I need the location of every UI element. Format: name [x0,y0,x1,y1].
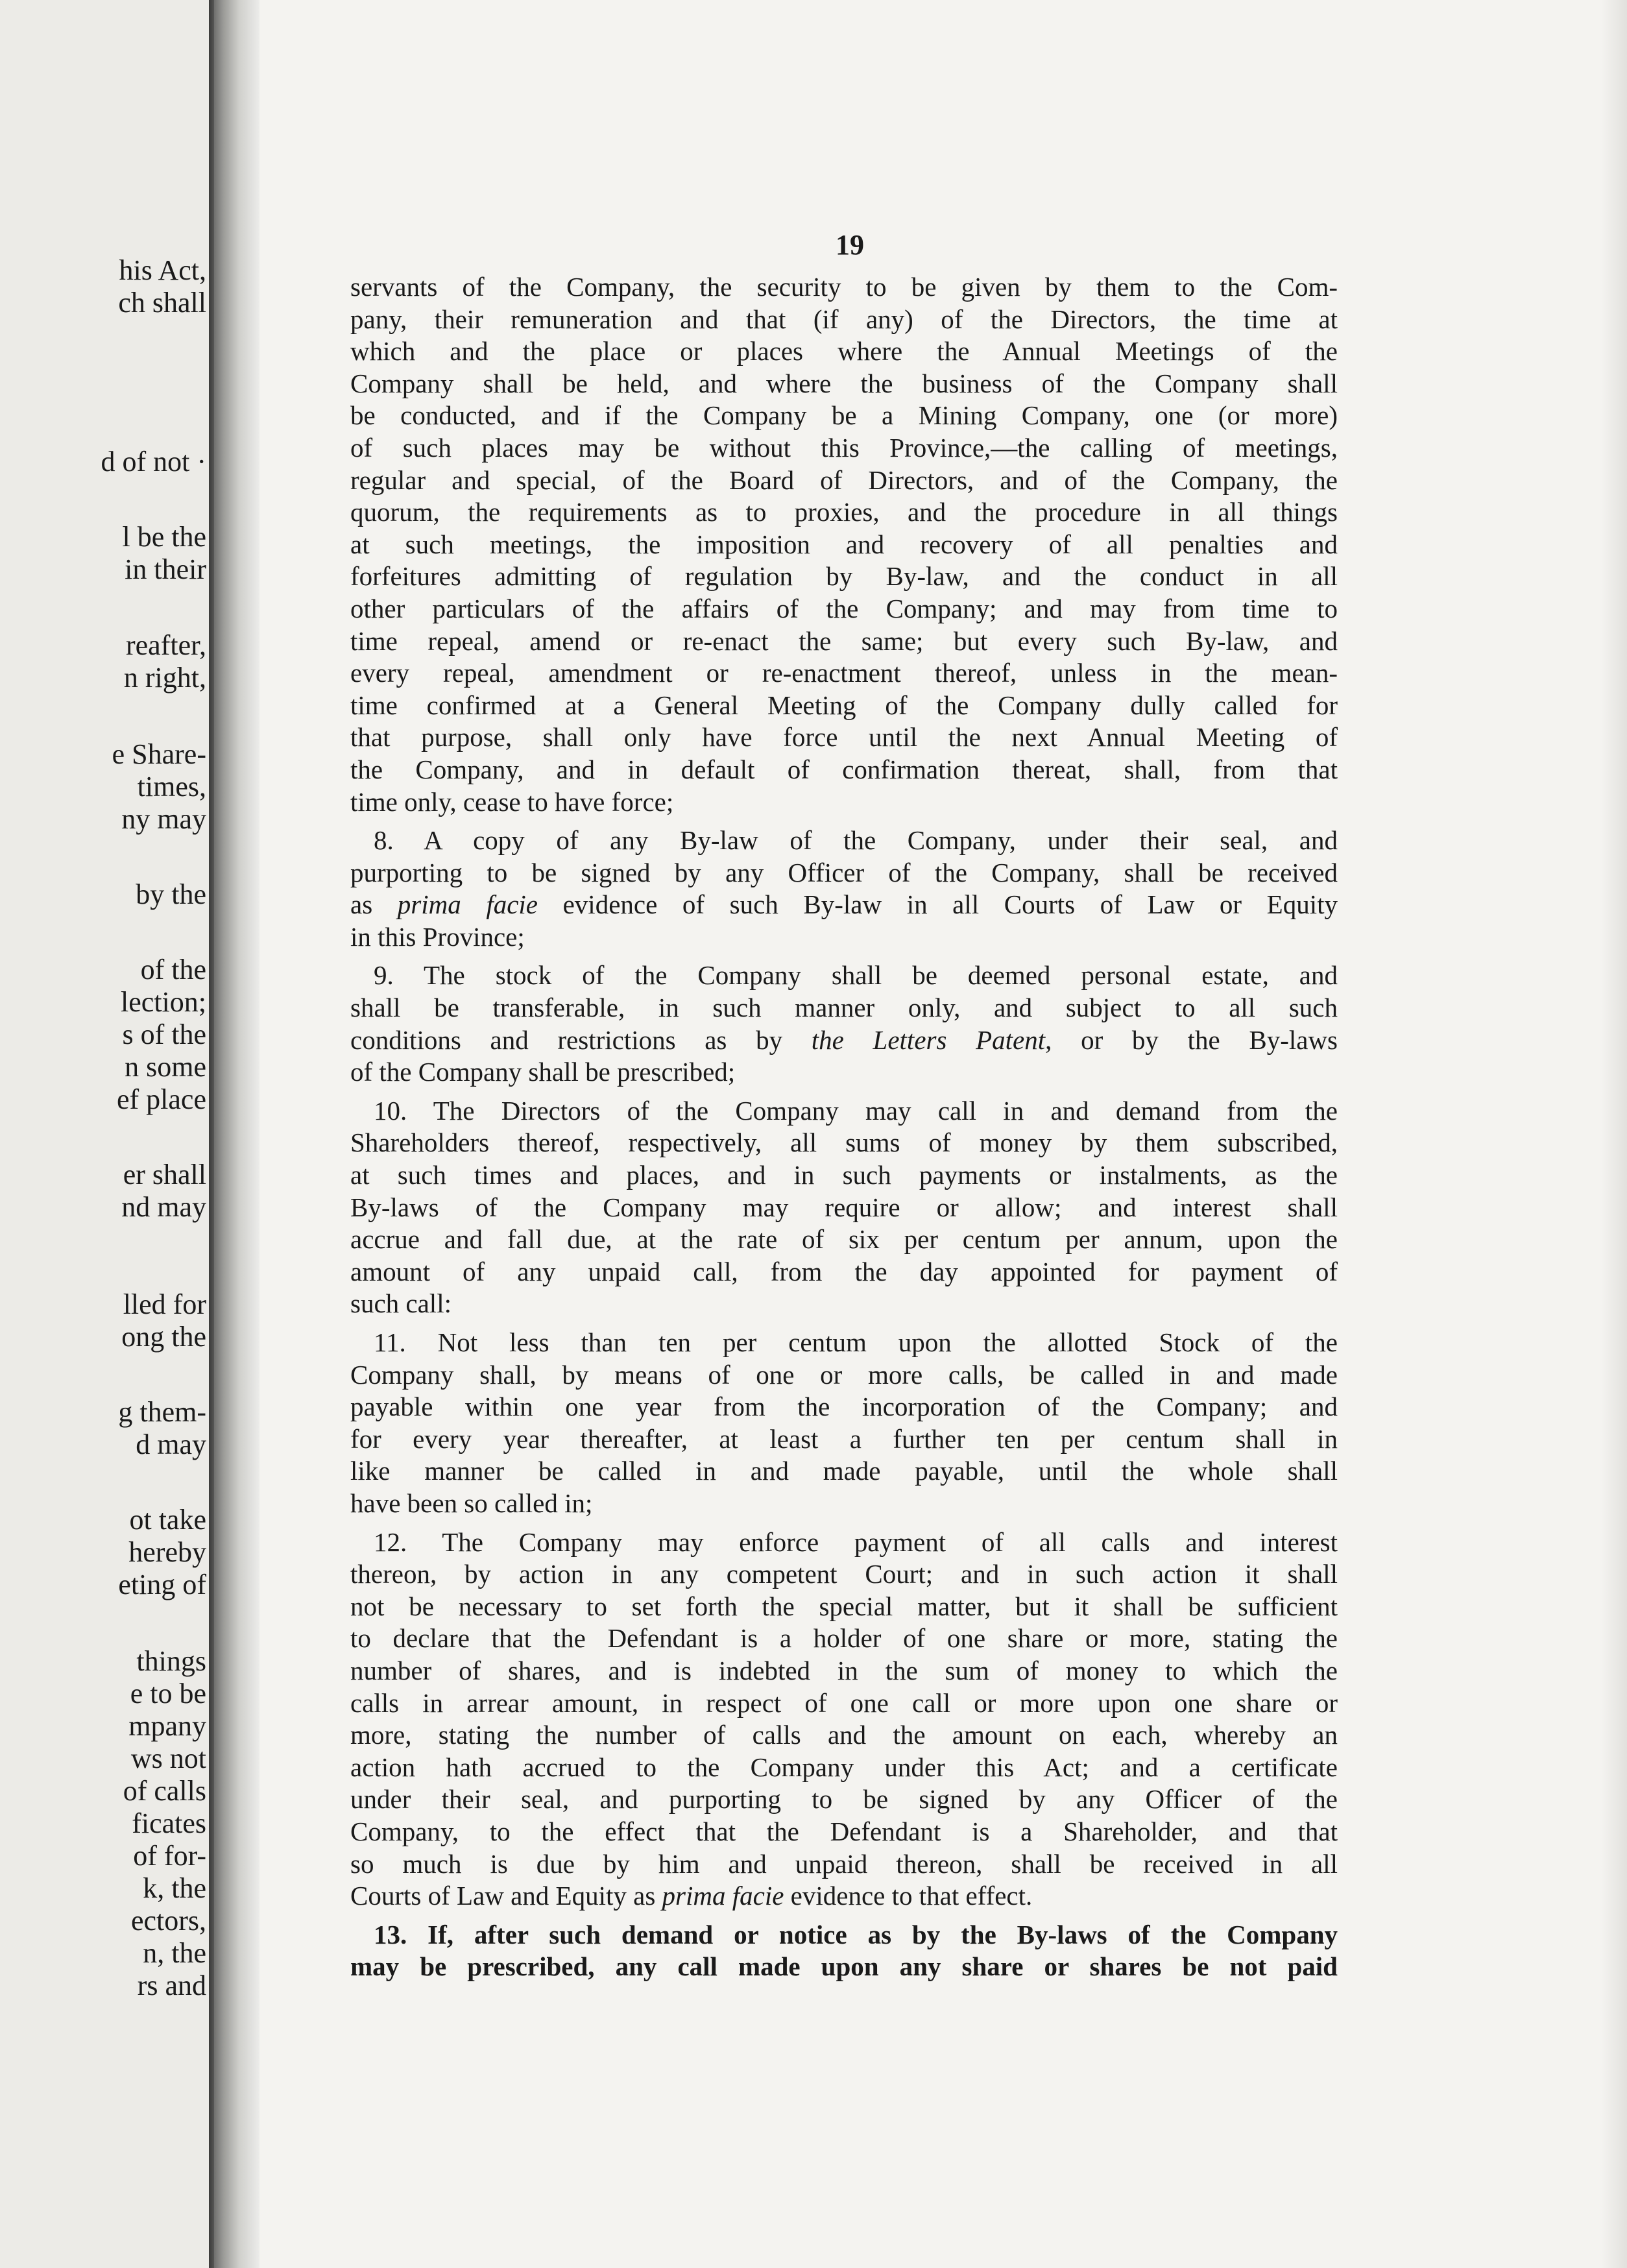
text-line: for every year thereafter, at least a further ten per centum shall in [350,1423,1338,1454]
left-page-fragment: n, the [143,1937,206,1969]
page-edge [1601,0,1627,2268]
text-line: time confirmed at a General Meeting of the Company dully called for [350,690,1338,720]
left-page-fragment: mpany [128,1710,206,1742]
text-line: of the Company shall be prescribed; [350,1057,736,1087]
text-line: not be necessary to set forth the special matter, but it shall be sufficient [350,1591,1338,1621]
text-line: accrue and fall due, at the rate of six per centum per annum, upon the [350,1224,1338,1255]
left-page-fragment: ong the [121,1321,206,1353]
left-page-fragment: ny may [121,803,206,835]
left-page-fragment: lection; [121,986,206,1018]
text-line: such call: [350,1288,452,1319]
left-page-fragment: er shall [123,1159,206,1190]
left-page-fragment: g them- [118,1396,206,1428]
left-page-fragment: ef place [117,1083,206,1115]
left-page-fragment: d may [136,1429,206,1460]
text-line: quorum, the requirements as to proxies, and the procedure in all things [350,497,1338,527]
text-line: under their seal, and purporting to be signed by any Officer of the [350,1784,1338,1815]
left-page-fragment: lled for [123,1288,206,1320]
text-line: Company shall be held, and where the business of the Company shall [350,368,1338,398]
text-line: payable within one year from the incorporation of the Company; and [350,1392,1338,1422]
left-page-fragment: ficates [132,1807,206,1839]
text-line: have been so called in; [350,1488,593,1518]
text-line: other particulars of the affairs of the Company; and may from time to [350,593,1338,623]
left-page-fragment: rs and [137,1970,206,2001]
left-page-fragment: eting of [118,1569,206,1600]
text-line: time repeal, amend or re-enact the same; but every such By-law, and [350,625,1338,656]
paragraph-s13 [350,1919,1338,1983]
text-line: forfeitures admitting of regulation by By-law, and the conduct in all [350,561,1338,592]
left-page-fragment: of the [140,954,206,985]
text-line: at such times and places, and in such payments or instalments, as the [350,1160,1338,1190]
left-page-fragment: n right, [123,662,206,694]
text-line: By-laws of the Company may require or allow; and interest shall [350,1192,1338,1222]
paragraph-s12 [350,1526,1338,1912]
left-page-fragment: reafter, [125,629,206,661]
text-line: as prima facie evidence of such By-law in all Courts of Law or Equity [350,889,1338,920]
text-line: shall be transferable, in such manner only, and subject to all such [350,993,1338,1023]
text-line: at such meetings, the imposition and recovery of all penalties and [350,529,1338,559]
left-page-fragment: in their [125,553,206,585]
text-line: thereon, by action in any competent Court; and in such action it shall [350,1559,1338,1589]
left-page-fragment: k, the [143,1872,206,1904]
text-line: every repeal, amendment or re-enactment thereof, unless in the mean- [350,658,1338,688]
text-line: conditions and restrictions as by the Letters Patent, or by the By-laws [350,1024,1338,1055]
left-page-fragment: n some [125,1051,206,1083]
text-line: 8. A copy of any By-law of the Company, under their seal, and [374,825,1338,856]
text-line: pany, their remuneration and that (if any) of the Directors, the time at [350,304,1338,334]
left-page-fragment: ot take [129,1504,206,1536]
text-line: number of shares, and is indebted in the sum of money to which the [350,1655,1338,1685]
paragraph-s8 [350,825,1338,953]
left-page-fragment: things [136,1645,206,1677]
left-page-fragment: by the [136,878,206,910]
text-line: to declare that the Defendant is a holder of one share or more, stating the [350,1623,1338,1654]
left-page-fragment: e Share- [112,738,206,770]
left-page-fragment: ectors, [130,1905,206,1936]
text-line: of such places may be without this Province,—the calling of meetings, [350,432,1338,463]
left-page-fragment: nd may [121,1191,206,1223]
text-line: time only, cease to have force; [350,786,674,817]
left-page-fragment: s of the [122,1019,206,1050]
text-line: action hath accrued to the Company under this Act; and a certificate [350,1752,1338,1782]
text-line: which and the place or places where the Annual Meetings of the [350,336,1338,367]
paragraph-s10 [350,1095,1338,1320]
text-line: amount of any unpaid call, from the day appointed for payment of [350,1256,1338,1286]
text-line: Courts of Law and Equity as prima facie evidence to that effect. [350,1881,1033,1911]
left-facing-page [0,0,214,2268]
page-body [350,271,1338,1990]
text-line: more, stating the number of calls and the amount on each, whereby an [350,1720,1338,1750]
text-line: Shareholders thereof, respectively, all sums of money by them subscribed, [350,1128,1338,1158]
text-line: 9. The stock of the Company shall be deemed personal estate, and [374,960,1338,991]
left-page-fragment: ch shall [118,287,206,319]
text-line: regular and special, of the Board of Directors, and of the Company, the [350,464,1338,495]
left-page-fragment: ws not [130,1743,206,1774]
text-line: Company shall, by means of one or more calls, be called in and made [350,1359,1338,1390]
text-line: 12. The Company may enforce payment of all calls and interest [374,1526,1338,1557]
text-line: be conducted, and if the Company be a Mining Company, one (or more) [350,400,1338,431]
left-page-fragment: times, [137,771,206,802]
left-page-fragment: d of not · [101,446,206,477]
left-page-fragment: of for- [133,1840,206,1872]
text-line: may be prescribed, any call made upon any share or shares be not paid [350,1951,1338,1982]
gutter-shadow [214,0,259,2268]
left-page-fragment: l be the [122,521,206,553]
text-line: like manner be called in and made payable, until the whole shall [350,1456,1338,1486]
text-line: the Company, and in default of confirmation thereat, shall, from that [350,754,1338,784]
paragraph-s9 [350,959,1338,1088]
text-line: Company, to the effect that the Defendant is a Shareholder, and that [350,1816,1338,1846]
text-line: 10. The Directors of the Company may call in and demand from the [374,1095,1338,1126]
left-page-fragment: e to be [130,1678,206,1709]
paragraph-s11 [350,1327,1338,1520]
paragraph-cont [350,271,1338,818]
text-line: servants of the Company, the security to be given by them to the Com- [350,272,1338,302]
text-line: in this Province; [350,921,525,952]
text-line: 13. If, after such demand or notice as by the By-laws of the Company [374,1919,1338,1949]
page-number: 19 [836,229,864,261]
text-line: calls in arrear amount, in respect of one call or more upon one share or [350,1687,1338,1718]
text-line: 11. Not less than ten per centum upon the allotted Stock of the [374,1327,1338,1357]
left-page-fragment: hereby [128,1536,206,1568]
text-line: purporting to be signed by any Officer of the Company, shall be received [350,857,1338,887]
left-page-fragment: of calls [123,1775,206,1807]
text-line: so much is due by him and unpaid thereon, shall be received in all [350,1848,1338,1879]
left-page-fragment: his Act, [119,254,206,286]
text-line: that purpose, shall only have force until the next Annual Meeting of [350,722,1338,753]
